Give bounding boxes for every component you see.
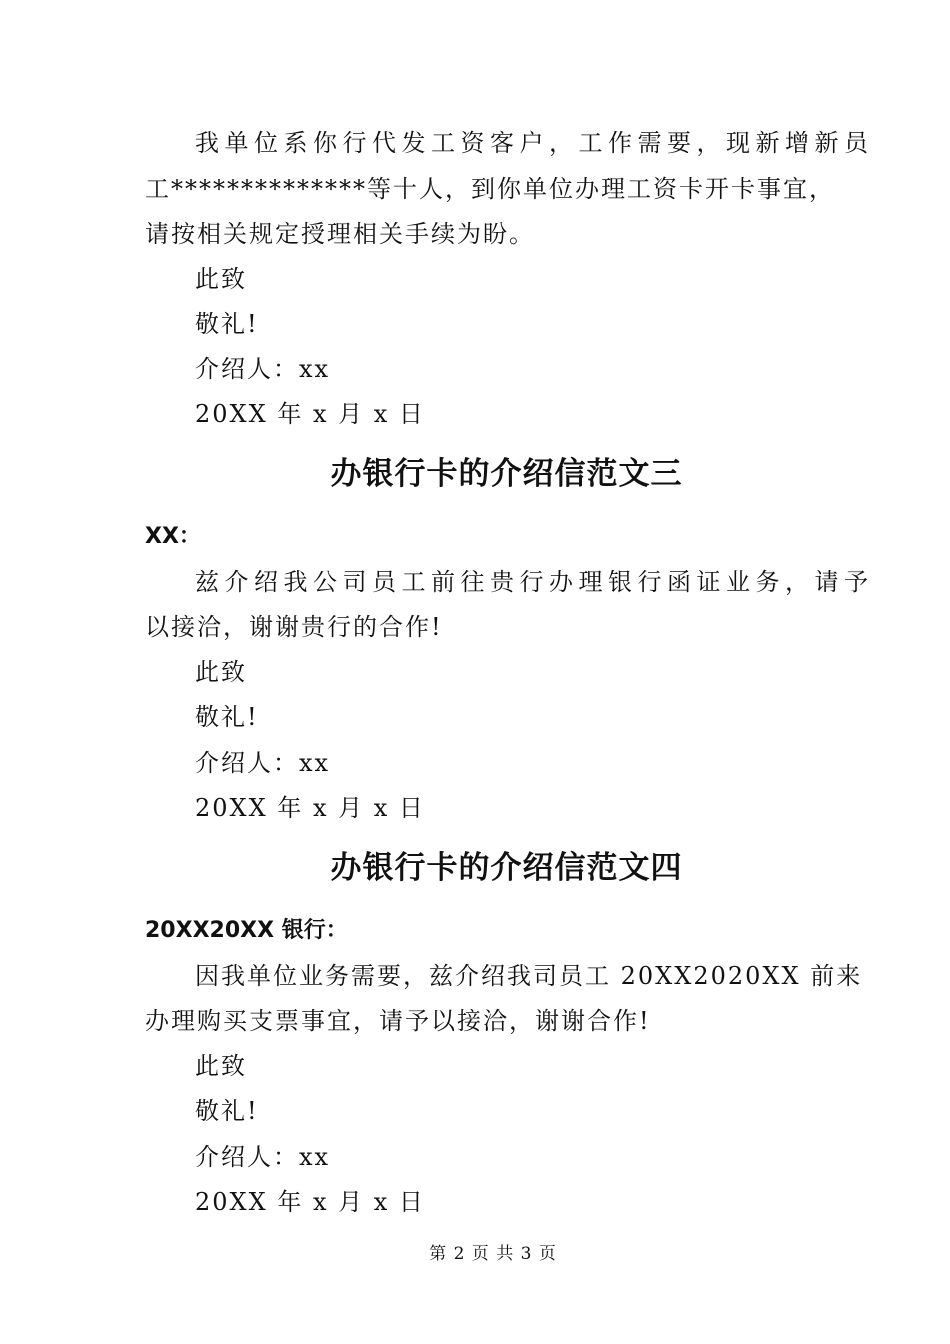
introducer-text: 介绍人：xx — [195, 355, 331, 383]
closing-text: 此致 — [195, 658, 247, 686]
closing-text: 此致 — [195, 265, 247, 293]
paragraph-line: 因我单位业务需要，兹介绍我司员工 20XX2020XX 前来 — [195, 962, 863, 990]
paragraph-line: 请按相关规定授理相关手续为盼。 — [145, 220, 535, 248]
page-number-footer: 第 2 页 共 3 页 — [429, 1244, 557, 1264]
salutation: XX： — [145, 524, 201, 549]
regards-text: 敬礼! — [195, 310, 259, 338]
introducer-text: 介绍人：xx — [195, 749, 331, 777]
date-text: 20XX 年 x 月 x 日 — [195, 794, 425, 822]
regards-text: 敬礼! — [195, 1097, 259, 1125]
section-heading: 办银行卡的介绍信范文四 — [330, 850, 683, 886]
closing-text: 此致 — [195, 1052, 247, 1080]
paragraph-line: 以接洽，谢谢贵行的合作! — [145, 613, 443, 641]
section-heading: 办银行卡的介绍信范文三 — [330, 456, 683, 492]
salutation: 20XX20XX 银行： — [145, 918, 348, 943]
introducer-text: 介绍人：xx — [195, 1143, 331, 1171]
date-text: 20XX 年 x 月 x 日 — [195, 1188, 425, 1216]
date-text: 20XX 年 x 月 x 日 — [195, 400, 425, 428]
regards-text: 敬礼! — [195, 703, 259, 731]
paragraph-line: 办理购买支票事宜，请予以接洽，谢谢合作! — [145, 1007, 651, 1035]
paragraph-line: 我单位系你行代发工资客户，工作需要，现新增新员 — [195, 129, 874, 157]
paragraph-line: 工**************等十人，到你单位办理工资卡开卡事宜， — [145, 175, 835, 203]
paragraph-line: 兹介绍我公司员工前往贵行办理银行函证业务，请予 — [195, 568, 874, 596]
